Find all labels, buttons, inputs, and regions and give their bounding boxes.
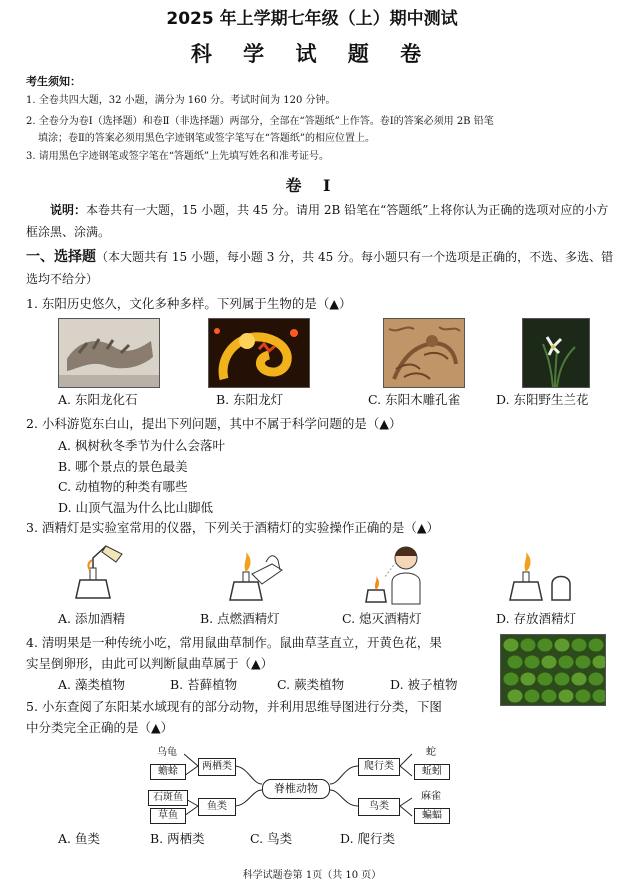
q2-option-d: D. 山顶气温为什么比山脚低 xyxy=(58,500,214,515)
storing-lamp-illustration xyxy=(504,540,584,608)
q2-stem: 2. 小科游览东白山，提出下列问题，其中不属于科学问题的是（▲） xyxy=(26,416,402,431)
q3-option-a: A. 添加酒精 xyxy=(58,611,125,626)
reptile-item-2: 蚯蚓 xyxy=(414,764,450,780)
qingming-cake xyxy=(541,655,557,669)
qingming-cake xyxy=(503,672,519,686)
q4-option-a: A. 藻类植物 xyxy=(58,677,125,692)
q2-option-a: A. 枫树秋冬季节为什么会落叶 xyxy=(58,438,225,453)
section-title: 一、选择题 xyxy=(26,249,96,265)
q1-option-a: A. 东阳龙化石 xyxy=(58,392,138,407)
bird-item-1: 麻雀 xyxy=(414,790,448,804)
dragon-lantern-photo xyxy=(208,318,310,388)
notice-item-2-line1: 2. 全卷分为卷Ⅰ（选择题）和卷Ⅱ（非选择题）两部分，全部在“答题纸”上作答。卷Ⅰ的答案必须用 2B 铅笔 xyxy=(26,116,494,127)
qingming-cake xyxy=(537,672,553,686)
q3-option-d: D. 存放酒精灯 xyxy=(496,611,577,626)
qingming-cake xyxy=(541,689,557,703)
extinguishing-lamp-illustration xyxy=(362,540,426,610)
qingming-cake xyxy=(507,689,523,703)
center-node: 脊椎动物 xyxy=(262,779,330,799)
exam-title: 2025 年上学期七年级（上）期中测试 xyxy=(166,9,458,29)
notice-item-1: 1. 全卷共四大题，32 小题，满分为 160 分。考试时间为 120 分钟。 xyxy=(26,95,336,106)
explanation xyxy=(26,199,616,243)
notice-item-3: 3. 请用黑色字迹钢笔或签字笔在“答题纸”上先填写姓名和准考证号。 xyxy=(26,151,329,162)
qingming-cake xyxy=(588,638,604,652)
reptile-node: 爬行类 xyxy=(358,758,400,776)
qingming-cake xyxy=(554,672,570,686)
q4-option-c: C. 蕨类植物 xyxy=(277,677,345,692)
qingming-cake xyxy=(588,672,604,686)
q4-line-1: 4. 清明果是一种传统小吃，常用鼠曲草制作。鼠曲草茎直立，开黄色花，果 xyxy=(26,635,442,650)
qingming-cake xyxy=(558,689,574,703)
q5-option-d: D. 爬行类 xyxy=(340,831,396,846)
fish-node: 鱼类 xyxy=(198,798,236,816)
q1-option-b: B. 东阳龙灯 xyxy=(216,392,284,407)
qingming-cake xyxy=(537,638,553,652)
dragon-fossil-photo xyxy=(58,318,160,388)
qingming-cake xyxy=(592,689,605,703)
q5-option-b: B. 两栖类 xyxy=(150,831,205,846)
qingming-cake xyxy=(558,655,574,669)
explanation-text: 本卷共有一大题，15 小题，共 45 分。请用 2B 铅笔在“答题纸”上将你认为正确的选项对应的小方框涂黑、涂满。 xyxy=(26,203,609,239)
adding-alcohol-illustration xyxy=(66,540,130,608)
qingming-cake xyxy=(571,672,587,686)
qingming-cake xyxy=(503,638,519,652)
q1-stem: 1. 东阳历史悠久，文化多种多样。下列属于生物的是（▲） xyxy=(26,296,352,311)
qingming-cake xyxy=(571,638,587,652)
q5-line-2: 中分类完全正确的是（▲） xyxy=(26,720,174,735)
qingming-cake xyxy=(575,689,591,703)
section-heading xyxy=(26,246,616,290)
section-text: （本大题共有 15 小题，每小题 3 分，共 45 分。每小题只有一个选项是正确的，不选、多选、错选均不给分） xyxy=(26,250,614,286)
page-footer: 科学试题卷第 1页（共 10 页） xyxy=(242,870,382,881)
q3-stem: 3. 酒精灯是实验室常用的仪器，下列关于酒精灯的实验操作正确的是（▲） xyxy=(26,520,440,535)
bird-item-2: 蝙蝠 xyxy=(414,808,450,824)
q4-line-2: 实呈倒卵形，由此可以判断鼠曲草属于（▲） xyxy=(26,656,274,671)
qingming-cake xyxy=(592,655,605,669)
qingming-cake xyxy=(507,655,523,669)
q2-option-c: C. 动植物的种类有哪些 xyxy=(58,479,188,494)
notice-title: 考生须知： xyxy=(26,75,81,88)
qingming-cake xyxy=(524,655,540,669)
amphibian-item-2: 蟾蜍 xyxy=(150,764,186,780)
amphibian-node: 两栖类 xyxy=(198,758,236,776)
q5-line-1: 5. 小东查阅了东阳某水域现有的部分动物，并利用思维导图进行分类，下图 xyxy=(26,699,442,714)
wild-orchid-photo xyxy=(522,318,590,388)
q2-option-b: B. 哪个景点的景色最美 xyxy=(58,459,188,474)
reptile-item-1: 蛇 xyxy=(414,746,448,760)
wood-carving-peacock-photo xyxy=(383,318,465,388)
qingming-cake xyxy=(520,672,536,686)
fish-item-2: 草鱼 xyxy=(150,808,186,824)
lighting-lamp-illustration xyxy=(222,540,286,608)
qingming-cakes-photo xyxy=(500,634,606,706)
bird-node: 鸟类 xyxy=(358,798,400,816)
notice-item-2 xyxy=(26,113,618,147)
q1-option-c: C. 东阳木雕孔雀 xyxy=(368,392,461,407)
q3-option-b: B. 点燃酒精灯 xyxy=(200,611,280,626)
fish-item-1: 石斑鱼 xyxy=(148,790,188,806)
q5-option-a: A. 鱼类 xyxy=(58,831,100,846)
q4-option-b: B. 苔藓植物 xyxy=(170,677,238,692)
volume-title: 卷 Ⅰ xyxy=(285,176,339,195)
q5-option-c: C. 鸟类 xyxy=(250,831,293,846)
explanation-label: 说明： xyxy=(50,203,87,217)
qingming-cake xyxy=(524,689,540,703)
q1-option-d: D. 东阳野生兰花 xyxy=(496,392,589,407)
q3-option-c: C. 熄灭酒精灯 xyxy=(342,611,422,626)
qingming-cake xyxy=(554,638,570,652)
qingming-cake xyxy=(575,655,591,669)
exam-subtitle: 科 学 试 题 卷 xyxy=(190,42,434,66)
q4-option-d: D. 被子植物 xyxy=(390,677,458,692)
qingming-cake xyxy=(520,638,536,652)
amphibian-item-1: 乌龟 xyxy=(150,746,184,760)
notice-item-2-line2: 填涂；卷Ⅱ的答案必须用黑色字迹钢笔或签字笔写在“答题纸”的相应位置上。 xyxy=(38,133,376,144)
